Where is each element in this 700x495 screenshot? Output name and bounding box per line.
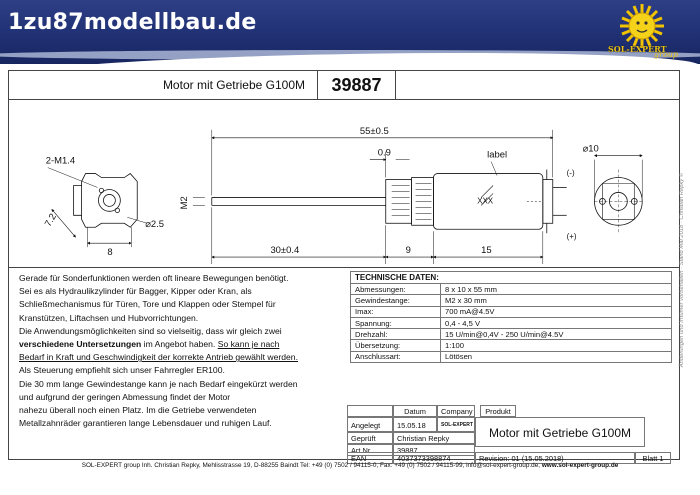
end-view-left (48, 168, 147, 248)
desc-line: Die 30 mm lange Gewindestange kann je nach Bedarf eingekürzt werden (19, 378, 298, 389)
tb-angelegt: Angelegt (347, 417, 393, 432)
desc-line: Als Steuerung empfiehlt sich unser Fahrregler ER100. (19, 365, 225, 376)
spec-key: Spannung: (351, 317, 441, 328)
side-note-text: Änderungen und Irrtümer vorbehalten · Stand Mai 2018 · Christian Repky © (679, 172, 685, 368)
dim-15: 15 (481, 245, 492, 257)
dim-d10: ⌀10 (582, 143, 599, 155)
desc-text: im Angebot haben. (141, 339, 218, 350)
product-description (19, 272, 341, 430)
spec-key: Anschlussart: (351, 351, 441, 362)
terminal-minus: (-) (566, 168, 575, 178)
title-block (347, 405, 673, 455)
spec-value: M2 x 30 mm (441, 295, 672, 306)
tb-geprueft: Geprüft (347, 432, 393, 444)
desc-line: Schließmechanismus für Türen, Tore und Klappen oder Stempel für (19, 299, 276, 310)
table-row (351, 317, 672, 328)
sheet-art-no: 39887 (318, 70, 396, 100)
spec-value: 15 U/min@0,4V - 250 U/min@4.5V (441, 329, 672, 340)
spec-key: Imax: (351, 306, 441, 317)
table-row (351, 329, 672, 340)
dim-0-9: 0.9 (377, 147, 391, 159)
dim-d2-5: ⌀2.5 (145, 219, 165, 231)
site-title[interactable]: 1zu87modellbau.de (8, 10, 257, 35)
dim-label: label (487, 149, 508, 161)
spec-value: 700 mA@4.5V (441, 306, 672, 317)
dim-9: 9 (405, 245, 411, 257)
terminal-plus: (+) (566, 232, 577, 242)
tb-geprueft-by: Christian Repky (393, 432, 475, 444)
desc-line: Bedarf in Kraft und Geschwindigkeit der korrekte Antrieb gewählt werden. (19, 352, 298, 363)
dim-m1-4: 2-M1.4 (45, 155, 76, 167)
tb-col-datum: Datum (393, 405, 437, 417)
dim-m2: M2 (178, 196, 190, 210)
side-note (675, 110, 689, 430)
desc-line: Die Anwendungsmöglichkeiten sind so vielseitig, dass wir gleich zwei (19, 325, 282, 336)
spec-key: Drehzahl: (351, 329, 441, 340)
tb-artnr-val: 39887 (393, 444, 475, 456)
dim-total: 55±0.5 (359, 125, 389, 137)
footer-url[interactable]: www.sol-expert-group.de (541, 462, 619, 469)
dim-7-2: 7.2 (42, 211, 59, 229)
desc-line: nahezu überall noch einen Platz. Im die Getriebe verwendeten (19, 405, 257, 416)
technical-drawing (8, 100, 680, 268)
desc-line: Metallzahnräder garantieren lange Lebensdauer und ruhigen Lauf. (19, 418, 272, 429)
tb-blank (347, 405, 393, 417)
sun-icon (620, 4, 664, 48)
tb-company: SOL-EXPERT (437, 417, 475, 432)
tb-ean-val: 4037373398874 (393, 452, 475, 464)
spec-key: Übersetzung: (351, 340, 441, 351)
table-row (351, 340, 672, 351)
footer (0, 462, 700, 469)
spec-value: 1:100 (441, 340, 672, 351)
desc-line: Kranstützen, Liftachsen und Hubvorrichtungen. (19, 312, 199, 323)
tb-revision: Revision: 01 (15.05.2018) (475, 452, 635, 464)
spec-value: 0,4 - 4,5 V (441, 317, 672, 328)
desc-line (19, 338, 341, 351)
desc-line: Sei es als Hydraulikzylinder für Bagger, Kipper oder Kran, als (19, 286, 252, 297)
specs-table (350, 271, 672, 363)
logo-brand-text: SOL-EXPERT (608, 44, 667, 54)
tb-col-company: Company (437, 405, 475, 417)
specs-heading: TECHNISCHE DATEN: (351, 272, 672, 284)
tb-col-produkt: Produkt (480, 405, 516, 417)
table-row (351, 351, 672, 362)
sheet-title-row (8, 70, 680, 100)
tb-angelegt-date: 15.05.18 (393, 417, 437, 432)
spec-key: Gewindestange: (351, 295, 441, 306)
table-row (351, 295, 672, 306)
table-row (351, 306, 672, 317)
spec-value: 8 x 10 x 55 mm (441, 284, 672, 295)
desc-line: und aufgrund der geringen Abmessung findet der Motor (19, 391, 231, 402)
end-view-right (595, 156, 643, 234)
table-row (351, 284, 672, 295)
label-xxx: XXX (477, 196, 494, 206)
desc-bold: verschiedene Untersetzungen (19, 339, 142, 350)
spec-value: Lötösen (441, 351, 672, 362)
tb-ean: EAN (347, 452, 393, 464)
logo-group-text: group (654, 50, 679, 59)
dim-30: 30±0.4 (270, 245, 300, 257)
desc-underline: So kann je nach (217, 339, 280, 350)
spec-key: Abmessungen: (351, 284, 441, 295)
tb-blatt: Blatt 1 (635, 452, 671, 464)
dim-8: 8 (107, 247, 113, 259)
desc-line: Gerade für Sonderfunktionen werden oft lineare Bewegungen benötigt. (19, 273, 289, 283)
tb-product: Motor mit Getriebe G100M (475, 417, 645, 447)
footer-text: SOL-EXPERT group Inh. Christian Repky, Mehlisstrasse 19, D-88255 Baindt Tel: +49 (0) 7502 / 94115-0, Fax: +49 (0) 7502 / 94115-99, info@sol-expert-group.de, (81, 462, 542, 469)
tb-artnr: Art.Nr. (347, 444, 393, 456)
sheet-title: Motor mit Getriebe G100M (8, 70, 318, 100)
